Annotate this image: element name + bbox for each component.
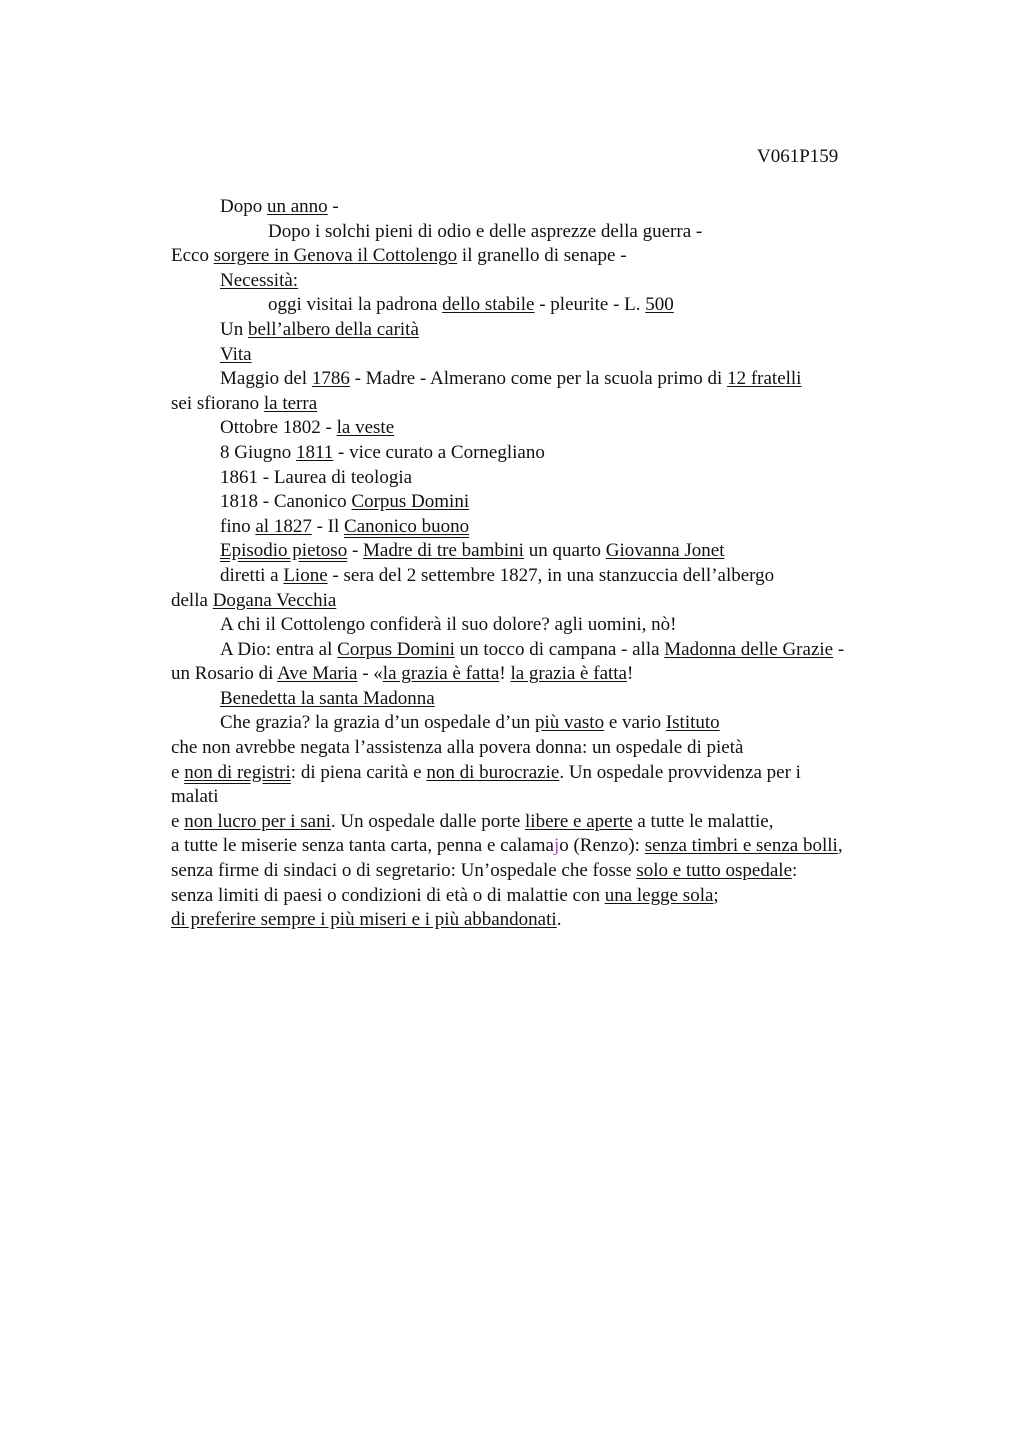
underlined-text: la terra (263, 392, 318, 414)
text-segment: e (171, 761, 185, 783)
text-line (171, 539, 916, 564)
text-segment: a tutte le miserie senza tanta carta, penna e calama (171, 835, 554, 857)
text-segment: - vice curato a Cornegliano (333, 441, 545, 463)
text-segment: 8 Giugno (220, 441, 296, 463)
underlined-text: onet (691, 540, 725, 562)
underlined-text: Dogana Vecchia (212, 589, 337, 611)
text-line (171, 736, 916, 761)
text-segment: Ottobre 1802 - (220, 417, 337, 439)
text-segment: : di piena carità e (290, 761, 427, 783)
text-segment: - Madre - Almerano come per la scuola primo di (349, 368, 728, 390)
underlined-text: 500 (645, 294, 674, 316)
underlined-text: 12 fratelli (727, 368, 802, 390)
text-segment: a tutte le malattie, (632, 810, 774, 832)
text-line (171, 785, 916, 810)
text-line (171, 293, 916, 318)
text-segment: - (327, 196, 339, 217)
text-segment: - (347, 540, 364, 562)
text-segment: il granello di senape - (457, 245, 627, 267)
text-segment: . Un ospedale dalle porte (330, 810, 526, 832)
text-segment: Un (220, 318, 248, 340)
underlined-text: Vita (220, 343, 252, 365)
underlined-text: non di burocrazie (426, 761, 560, 783)
text-segment: 1861 - Laurea di teologia (220, 466, 413, 488)
text-segment: . (556, 909, 562, 931)
text-segment: ! (627, 663, 634, 685)
underlined-text: la veste (336, 417, 395, 439)
underlined-text: libere e aperte (525, 810, 633, 832)
text-segment: diretti a (220, 564, 284, 586)
text-segment: Ecco (171, 245, 214, 267)
text-segment: e vario (604, 712, 666, 734)
underlined-text: Episodio pietoso (220, 540, 348, 562)
text-line (171, 834, 916, 859)
text-line (171, 810, 916, 835)
underlined-text: Ave Maria (277, 663, 358, 685)
text-line (171, 613, 916, 638)
text-segment: , (837, 835, 843, 857)
text-segment: un quarto (523, 540, 606, 562)
underlined-text: Lione (283, 564, 328, 586)
text-segment: - Il (311, 515, 345, 537)
text-line (171, 466, 916, 491)
text-line (171, 392, 916, 417)
text-segment: - sera del 2 settembre 1827, in una stanzuccia dell’albergo (327, 564, 775, 586)
text-line (171, 441, 916, 466)
underlined-text: dello stabile (442, 294, 535, 316)
underlined-text: una legge sola (604, 884, 714, 906)
text-segment: - pleurite - L. (534, 294, 646, 316)
text-segment: . Un ospedale provvidenza per i (559, 761, 801, 783)
text-segment: Che grazia? la grazia d’un ospedale d’un (220, 712, 535, 734)
text-segment: un Rosario di (171, 663, 278, 685)
text-line (171, 515, 916, 540)
underlined-text: 1786 (311, 368, 350, 390)
text-line (171, 884, 916, 909)
text-segment: A chi il Cottolengo confiderà il suo dolore? agli uomini, nò! (220, 614, 677, 636)
text-line (171, 318, 916, 343)
text-line (171, 761, 916, 786)
text-segment: ! (499, 663, 511, 685)
text-line (171, 244, 916, 269)
underlined-text: non lucro per i sani (184, 810, 331, 832)
text-line (171, 859, 916, 884)
text-line (171, 638, 916, 663)
text-segment: A Dio: entra al (220, 638, 338, 660)
text-segment: della (171, 589, 213, 611)
text-line (171, 662, 916, 687)
underlined-text: solo e tutto ospedale (636, 860, 793, 882)
text-segment: j (553, 835, 560, 857)
text-segment: 1818 - Canonico (220, 491, 352, 513)
underlined-text: Corpus Domini (337, 638, 455, 660)
text-segment: Dopo i solchi pieni di odio e delle asprezze della guerra - (268, 220, 703, 242)
text-line (171, 490, 916, 515)
underlined-text: 1811 (296, 441, 334, 463)
text-segment: ; (713, 884, 719, 906)
underlined-text: Benedetta la santa Madonna (220, 687, 435, 709)
underlined-text: Giovanna J (605, 540, 692, 562)
underlined-text: Corpus Domini (351, 491, 470, 513)
text-segment: Dopo (220, 196, 267, 217)
text-segment: oggi visitai la padrona (268, 294, 443, 316)
text-segment: fino (220, 515, 256, 537)
text-line (171, 220, 916, 245)
underlined-text: Canonico buono (344, 515, 470, 537)
text-line (171, 195, 916, 220)
text-segment: o (Renzo): (559, 835, 645, 857)
underlined-text: di preferire sempre i più miseri e i più abbandonati (171, 909, 557, 931)
text-segment: senza firme di sindaci o di segretario: Un’ospedale che fosse (171, 860, 637, 882)
underlined-text: Madre di tre bambini (363, 540, 524, 562)
text-segment: e (171, 810, 185, 832)
text-line (171, 269, 916, 294)
underlined-text: Istituto (665, 712, 720, 734)
underlined-text: più vasto (534, 712, 605, 734)
text-segment: : (792, 860, 798, 882)
underlined-text: Necessità: (220, 269, 299, 291)
underlined-text: al 1827 (255, 515, 312, 537)
text-line (171, 687, 916, 712)
text-line (171, 343, 916, 368)
underlined-text: sorgere in Genova il Cottolengo (213, 245, 458, 267)
text-segment: Maggio del (220, 368, 312, 390)
text-line (171, 367, 916, 392)
text-line (171, 711, 916, 736)
page-id: V061P159 (757, 146, 839, 167)
underlined-text: senza timbri e senza bolli (644, 835, 838, 857)
document-body (171, 195, 916, 933)
text-segment: - « (357, 663, 383, 685)
text-segment: senza limiti di paesi o condizioni di età o di malattie con (171, 884, 605, 906)
text-segment: - (833, 638, 845, 660)
text-line (171, 908, 916, 933)
text-segment: che non avrebbe negata l’assistenza alla povera donna: un ospedale di pietà (171, 737, 744, 759)
text-line (171, 416, 916, 441)
text-segment: sei sfiorano (171, 392, 264, 414)
underlined-text: la grazia è fatta (510, 663, 627, 685)
underlined-text: la grazia è fatta (382, 663, 500, 685)
text-segment: un tocco di campana - alla (454, 638, 665, 660)
underlined-text: un anno (266, 196, 328, 217)
text-line (171, 589, 916, 614)
text-segment: malati (171, 786, 219, 808)
underlined-text: Madonna delle Grazie (664, 638, 834, 660)
underlined-text: bell’albero della carità (247, 318, 419, 340)
text-line (171, 564, 916, 589)
underlined-text: non di registri (184, 761, 291, 783)
